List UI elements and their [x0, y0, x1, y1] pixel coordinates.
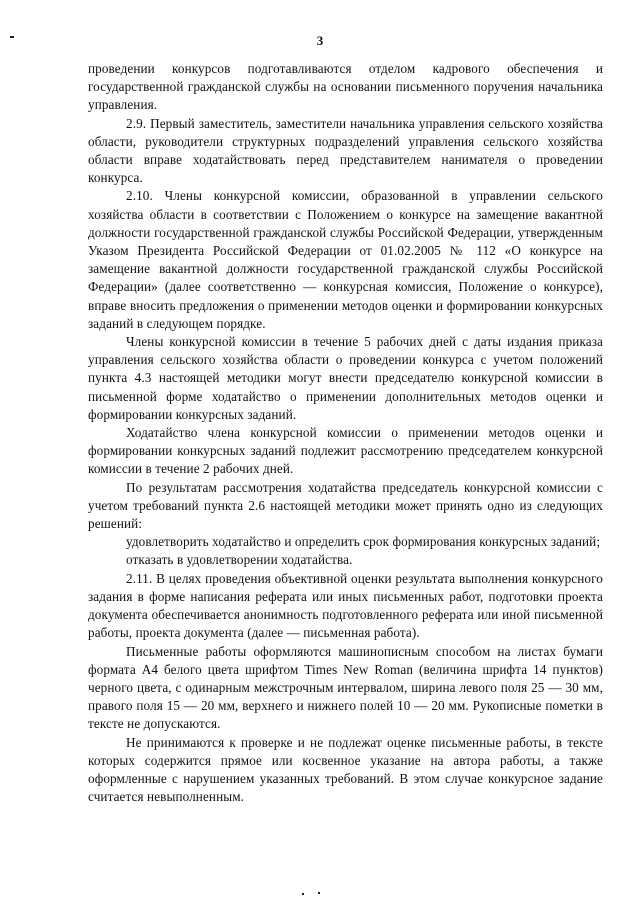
scan-mark [318, 892, 320, 894]
paragraph-2-9: 2.9. Первый заместитель, заместители начальника управления сельского хозяйства области, руководители структурных подразделений управления сельского хозяйства области вправе ходатайствовать перед представителем нанимателя о проведении конкурса. [88, 115, 603, 186]
paragraph-decision-satisfy: удовлетворить ходатайство и определить срок формирования конкурсных заданий; [126, 534, 601, 550]
page-number: 3 [316, 33, 324, 48]
paragraph-2-10: 2.10. Члены конкурсной комиссии, образованной в управлении сельского хозяйства области в соответствии с Положением о конкурсе на замещение вакантной должности государственной гражданской службы Российской Федерации, утвержденным Указом Президента Российской Федерации от 01.02.2005 № 112 «О конкурсе на замещение вакантной должности государственной гражданской службы Российской Федерации» (далее соответственно — конкурсная комиссия, Положение о конкурсе), вправе вносить предложения о применении методов оценки и формировании конкурсных заданий в следующем порядке. [88, 188, 603, 331]
scan-mark [10, 36, 14, 38]
scan-mark [302, 893, 304, 895]
paragraph-rejection-rules: Не принимаются к проверке и не подлежат оценке письменные работы, в тексте которых содержится прямое или косвенное указание на автора работы, а также оформленные с нарушением указанных требований. В этом случае конкурсное задание считается невыполненным. [88, 734, 603, 805]
paragraph-petition-review: Ходатайство члена конкурсной комиссии о применении методов оценки и формировании конкурсных заданий подлежит рассмотрению председателем конкурсной комиссии в течение 2 рабочих дней. [88, 425, 603, 477]
paragraph-review-results: По результатам рассмотрения ходатайства председатель конкурсной комиссии с учетом требований пункта 2.6 настоящей методики может принять одно из следующих решений: [88, 479, 603, 532]
paragraph-continuation: проведении конкурсов подготавливаются отделом кадрового обеспечения и государственной гражданской службы на основании письменного поручения начальника управления. [88, 61, 603, 113]
document-body [88, 60, 603, 806]
paragraph-2-11: 2.11. В целях проведения объективной оценки результата выполнения конкурсного задания в форме написания реферата или иных письменных работ, подготовки проекта документа обеспечивается анонимность подготовленного реферата или иной письменной работы, проекта документа (далее — письменная работа). [88, 570, 603, 641]
paragraph-decision-refuse: отказать в удовлетворении ходатайства. [126, 552, 353, 568]
paragraph-formatting-rules: Письменные работы оформляются машинописным способом на листах бумаги формата А4 белого цвета шрифтом Times New Roman (величина шрифта 14 пунктов) черного цвета, с одинарным межстрочным интервалом, ширина левого поля 25 — 30 мм, правого поля 15 — 20 мм, верхнего и нижнего полей 10 — 20 мм. Рукописные пометки в тексте не допускаются. [88, 643, 603, 732]
paragraph-members-petition: Члены конкурсной комиссии в течение 5 рабочих дней с даты издания приказа управления сельского хозяйства области о проведении конкурса с учетом положений пункта 4.3 настоящей методики могут внести председателю конкурсной комиссии в письменной форме ходатайство о применении дополнительных методов оценки и формировании конкурсных заданий. [88, 334, 603, 422]
